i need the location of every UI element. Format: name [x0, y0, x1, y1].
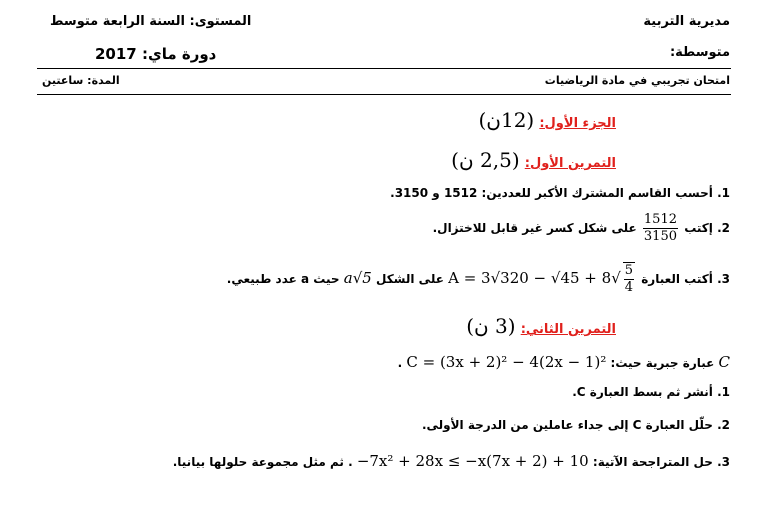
intro-text: عبارة جبرية حيث:: [610, 356, 715, 370]
part1-points: (12ن): [478, 108, 535, 132]
exercise1-q1: [390, 186, 730, 200]
duration: المدة: ساعتين: [42, 74, 120, 87]
exercise2-heading: [466, 314, 616, 338]
header-divider-top: [37, 68, 731, 69]
directorate: مديرية التربية: [643, 14, 730, 29]
exercise1-title: التمرين الأول:: [524, 156, 616, 171]
exercise2-title: التمرين الثاني:: [520, 322, 616, 337]
sqrt-sign: √: [611, 269, 621, 287]
session: دورة ماي: 2017: [95, 45, 217, 63]
fraction-numerator: 1512: [643, 212, 677, 227]
part1-heading: [478, 108, 616, 132]
question-number: 3.: [717, 455, 730, 469]
period: .: [397, 356, 403, 370]
exam-title: امتحان تجريبي في مادة الرياضيات: [544, 74, 730, 87]
question-text-mid: على الشكل: [375, 272, 444, 286]
question-text-before: حل المتراجحة الآتية:: [592, 455, 713, 469]
fraction-denominator: 4: [624, 280, 634, 295]
expression-a: [448, 262, 637, 296]
exercise1-q2: [433, 212, 730, 245]
level: المستوى: السنة الرابعة متوسط: [50, 14, 252, 29]
target-form: a√5: [343, 269, 372, 287]
part1-title: الجزء الأول:: [539, 116, 616, 131]
expression-a-main: A = 3√320 − √45 + 8: [448, 269, 612, 287]
question-text: أحسب القاسم المشترك الأكبر للعددين: 1512 و 3150.: [390, 186, 713, 200]
question-text-after: حيث a عدد طبيعي.: [226, 272, 340, 286]
question-text-before: إكتب: [684, 221, 713, 235]
question-number: 2.: [717, 221, 730, 235]
exercise2-points: (3 ن): [466, 314, 516, 338]
exercise2-q3: [173, 452, 730, 470]
exercise2-q2: [422, 418, 730, 432]
question-number: 1.: [717, 385, 730, 399]
question-number: 1.: [717, 186, 730, 200]
school: متوسطة:: [669, 45, 730, 60]
question-number: 2.: [717, 418, 730, 432]
fraction-1512-3150: [643, 212, 678, 245]
question-text: أنشر ثم بسط العبارة C.: [572, 385, 713, 399]
fraction-numerator: 5: [624, 263, 634, 278]
expression-c: C = (3x + 2)² − 4(2x − 1)²: [406, 353, 607, 371]
question-text-after: على شكل كسر غير قابل للاختزال.: [432, 221, 637, 235]
question-text-before: أكتب العبارة: [641, 272, 713, 286]
exercise1-q3: [227, 262, 730, 296]
exercise1-heading: [451, 148, 616, 172]
question-text-after: . ثم مثل مجموعة حلولها بيانيا.: [172, 455, 353, 469]
variable-c: C: [718, 353, 730, 371]
question-text: حلّل العبارة C إلى جداء عاملين من الدرجة الأولى.: [421, 418, 713, 432]
exercise2-intro: [398, 353, 730, 371]
exercise1-points: (2,5 ن): [451, 148, 520, 172]
question-number: 3.: [717, 272, 730, 286]
exercise2-q1: [572, 385, 730, 399]
inequality: −7x² + 28x ≤ −x(7x + 2) + 10: [356, 452, 589, 470]
header-divider-bottom: [37, 94, 731, 95]
fraction-5-4: [623, 262, 635, 296]
fraction-denominator: 3150: [643, 229, 677, 244]
